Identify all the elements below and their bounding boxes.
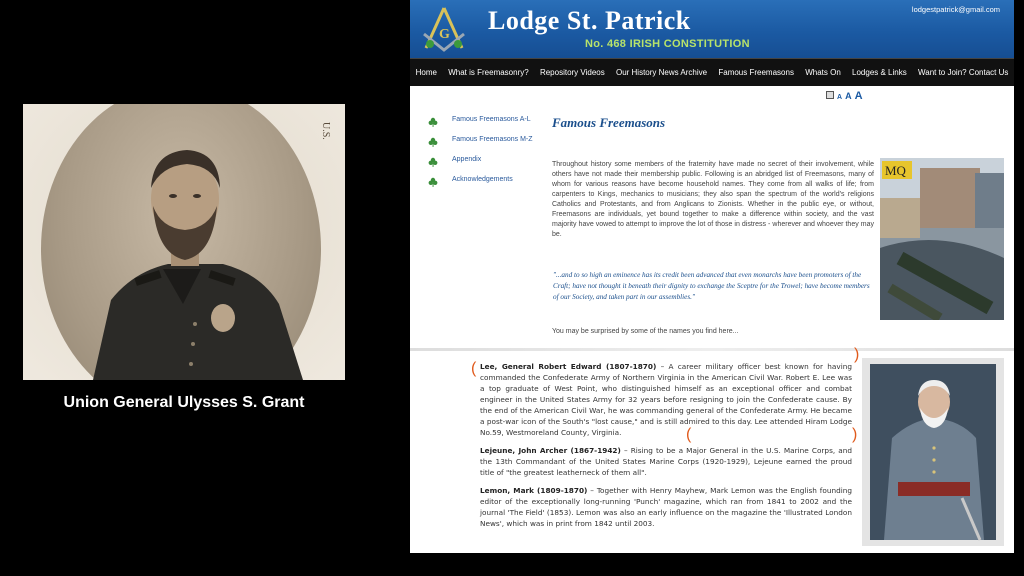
parade-photo (880, 158, 1004, 320)
sidebar-nav (424, 115, 539, 195)
freemason-entries (480, 361, 852, 536)
section-divider (410, 348, 1014, 351)
square-compass-icon[interactable] (418, 4, 470, 54)
lodge-website (410, 0, 1014, 553)
shamrock-icon (428, 177, 438, 187)
shamrock-icon (428, 117, 438, 127)
nav-lodges-links[interactable]: Lodges & Links (852, 68, 907, 77)
sidebar-item-famous-m-z[interactable] (424, 135, 539, 144)
site-title: Lodge St. Patrick (488, 6, 691, 35)
sidebar-item-label: Famous Freemasons A-L (452, 116, 531, 123)
svg-text:G: G (439, 27, 450, 42)
bracket-open-icon: ( (686, 426, 692, 443)
nav-home[interactable]: Home (415, 68, 437, 77)
list-item (480, 361, 852, 438)
bracket-close-icon: ) (854, 346, 860, 363)
site-banner (410, 0, 1014, 58)
nav-famous-freemasons[interactable]: Famous Freemasons (718, 68, 794, 77)
sidebar-item-label: Famous Freemasons M-Z (452, 136, 533, 143)
entry-extra: Lee attended Hiram Lodge No.59, Westmoreland County, Virginia. (480, 417, 852, 437)
entry-name: Lee, General Robert Edward (1807-1870) (480, 362, 657, 371)
nav-contact[interactable]: Want to Join? Contact Us (917, 68, 1009, 77)
entry-text: – Rising to be a Major General in the U.S. Marine Corps, and the 13th Commandant of the United States Marine Corps (1920-1929), Lejeune earned the proud title of "the greatest leatherneck of them all". (480, 446, 853, 477)
list-item (480, 445, 852, 478)
sidebar-item-acknowledgements[interactable] (424, 175, 539, 184)
nav-what-is-freemasonry[interactable]: What is Freemasonry? (448, 68, 529, 77)
grant-portrait (23, 104, 345, 380)
nav-whats-on[interactable]: Whats On (805, 68, 841, 77)
masonic-quote: "...and to so high an eminence has its credit been advanced that even monarchs have been promoters of the Craft; have not thought it beneath their dignity to exchange the Sceptre for the Trowel; have become members of our Society, and taken part in our assemblies." (553, 271, 870, 301)
intro-paragraph: Throughout history some members of the fraternity have made no secret of their involvement, while others have not made their membership public. Following is an abridged list of Freemasons, many of whom for various reasons have become household names. They come from all walks of life; from carpenters to Kings, mechanics to musicians; they also span the spectrum of the world's religions Catholics and Protestants, and from Anglicans to Zionists. Whether in the public eye, or without, Freemasons are individuals, yet bound together to make a difference within society, and the vast majority have vowed to attempt to improve the lot of those in distress - wherever and whoever they may be. (552, 161, 874, 238)
text-size-small-button[interactable]: A (837, 94, 843, 101)
grant-figure-image (23, 104, 345, 380)
sidebar-item-label: Appendix (452, 156, 482, 163)
page-title: Famous Freemasons (552, 115, 666, 130)
portrait-caption: Union General Ulysses S. Grant (63, 394, 305, 411)
shamrock-icon (428, 137, 438, 147)
robert-e-lee-portrait (862, 358, 1004, 546)
bracket-open-icon: ( (471, 360, 477, 377)
site-email[interactable]: lodgestpatrick@gmail.com (911, 5, 1000, 14)
list-item (480, 485, 852, 529)
shamrock-icon (428, 157, 438, 167)
text-size-tools (826, 90, 863, 102)
sidebar-item-famous-a-l[interactable] (424, 115, 539, 124)
mq-label: MQ (885, 163, 906, 178)
entry-text: – Together with Henry Mayhew, Mark Lemon was the English founding editor of the exceptionally long-running 'Punch' magazine, which ran from 1841 to 2002 and the journal 'The Field' (1853). Lemon was also an early influence on the magazine the 'Illustrated London News', which was in print from 1842 until 2003. (480, 486, 852, 528)
entry-name: Lemon, Mark (1809-1870) (480, 486, 588, 495)
nav-history-news[interactable]: Our History News Archive (615, 68, 708, 77)
entry-text: – A career military officer best known for having commanded the Confederate Army of Northern Virginia in the American Civil War. Robert E. Lee was a top graduate of West Point, who distinguished himself as an exceptional officer and combat engineer in the United States Army for 32 years before resigning to join the Confederate cause. By the end of the American Civil War, he was commanding general of the Confederate Army. He became a post-war icon of the South's "lost cause," and is still admired to this day. (480, 362, 852, 426)
entry-name: Lejeune, John Archer (1867-1942) (480, 446, 621, 455)
text-size-large-button[interactable]: A (854, 90, 863, 102)
nav-repository-videos[interactable]: Repository Videos (539, 68, 605, 77)
main-nav (410, 58, 1014, 86)
sidebar-item-appendix[interactable] (424, 155, 539, 164)
sidebar-item-label: Acknowledgements (452, 176, 513, 183)
text-size-medium-button[interactable]: A (845, 91, 852, 101)
portrait-corner-mark: U.S. (320, 122, 331, 140)
site-subtitle: No. 468 IRISH CONSTITUTION (585, 38, 750, 50)
print-icon[interactable] (826, 91, 834, 99)
bracket-close-icon: ) (852, 426, 858, 443)
surprise-line: You may be surprised by some of the names you find here... (552, 328, 739, 335)
